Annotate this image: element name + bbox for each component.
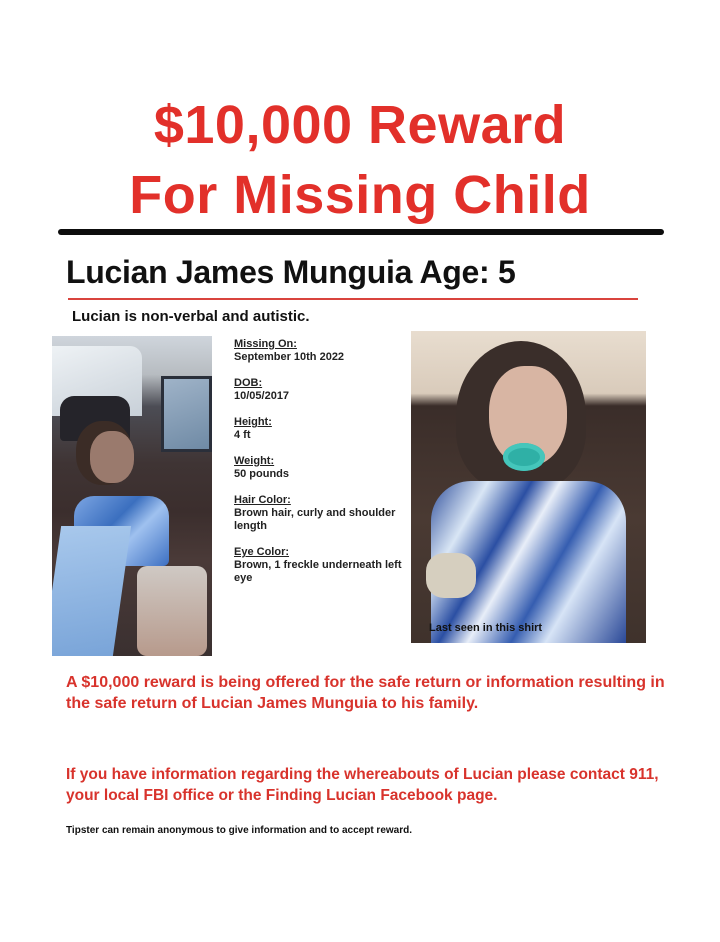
detail-label: DOB: [234, 377, 263, 389]
detail-value: 4 ft [234, 429, 251, 441]
detail-label: Hair Color: [234, 494, 291, 506]
detail-height [234, 416, 414, 442]
contact-paragraph: If you have information regarding the whereabouts of Lucian please contact 911, your local FBI office or the Finding Lucian Facebook page. [66, 766, 659, 804]
reward-paragraph: A $10,000 reward is being offered for the safe return or information resulting in the safe return of Lucian James Munguia to his family. [66, 674, 665, 712]
child-name-age: Lucian James Munguia Age: 5 [66, 254, 516, 290]
detail-label: Eye Color: [234, 546, 290, 558]
photo-caption: Last seen in this shirt [429, 622, 543, 634]
detail-weight [234, 455, 414, 481]
detail-value: Brown, 1 freckle underneath left eye [234, 559, 402, 584]
detail-value: September 10th 2022 [234, 351, 345, 363]
detail-hair-color [234, 494, 414, 533]
detail-value: 50 pounds [234, 468, 290, 480]
headline-reward: $10,000 Reward [153, 95, 567, 155]
condition-note: Lucian is non-verbal and autistic. [72, 308, 310, 325]
detail-dob [234, 377, 414, 403]
detail-label: Missing On: [234, 338, 297, 350]
photo-last-seen-shirt [411, 331, 646, 643]
headline-missing-child: For Missing Child [129, 165, 591, 225]
details-list [234, 338, 414, 598]
detail-label: Weight: [234, 455, 275, 467]
detail-value: 10/05/2017 [234, 390, 290, 402]
divider-red [68, 298, 638, 300]
divider-black [58, 229, 664, 235]
detail-missing-on [234, 338, 414, 364]
photo-car-seat [52, 336, 212, 656]
detail-value: Brown hair, curly and shoulder length [234, 507, 396, 532]
detail-eye-color [234, 546, 414, 585]
detail-label: Height: [234, 416, 272, 428]
tipster-note: Tipster can remain anonymous to give information and to accept reward. [66, 825, 413, 836]
